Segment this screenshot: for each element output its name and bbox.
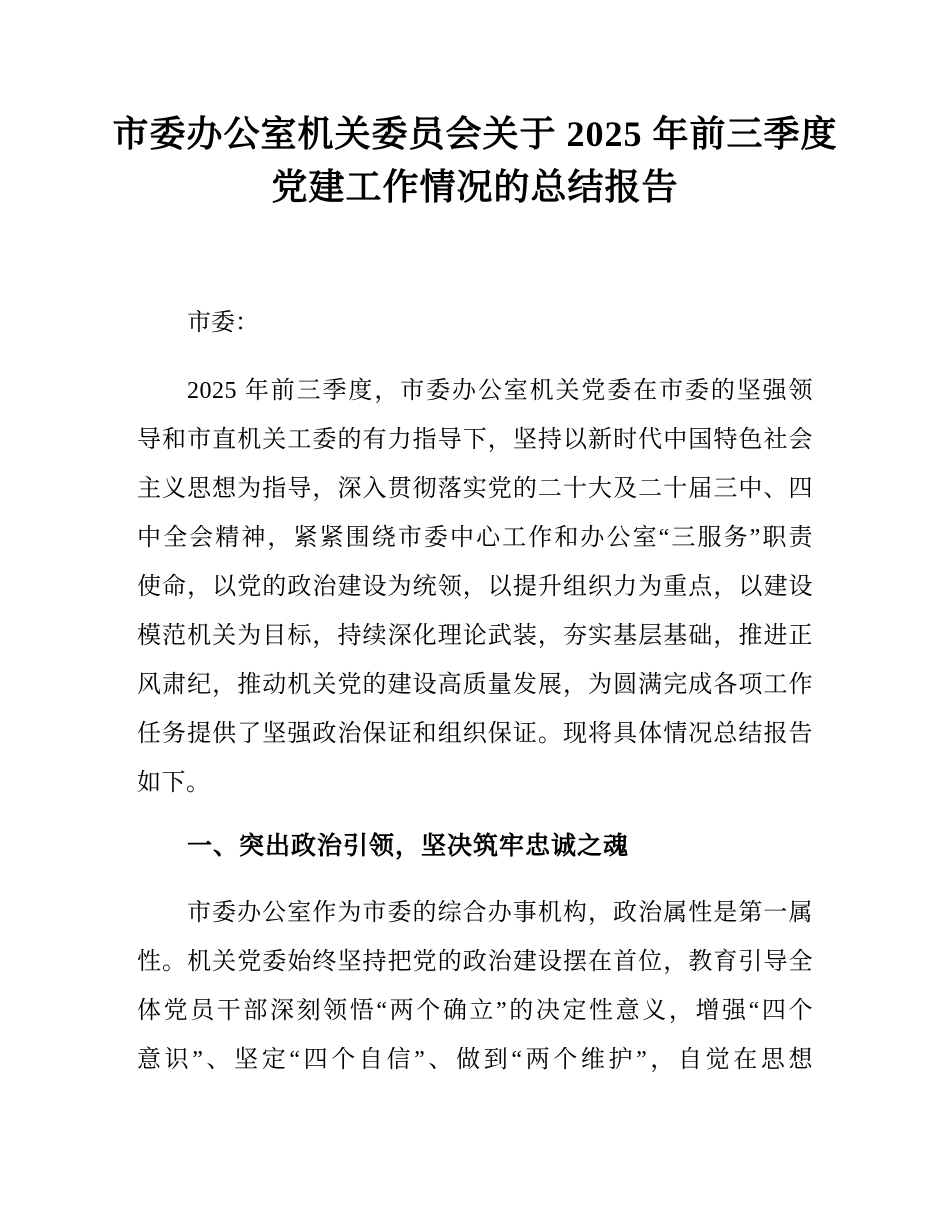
body-line: 使命，以党的政治建设为统领，以提升组织力为重点，以建设 (137, 574, 813, 600)
body-line: 导和市直机关工委的有力指导下，坚持以新时代中国特色社会 (137, 427, 813, 453)
paragraph-1 (137, 367, 813, 808)
document-title (0, 108, 950, 214)
body-line: 如下。 (137, 770, 211, 796)
body-line: 主义思想为指导，深入贯彻落实党的二十大及二十届三中、四 (137, 476, 813, 502)
body-line: 风肃纪，推动机关党的建设高质量发展，为圆满完成各项工作 (137, 672, 813, 698)
body-line: 模范机关为目标，持续深化理论武装，夯实基层基础，推进正 (137, 623, 813, 649)
paragraph-2 (137, 889, 813, 1085)
body-line: 任务提供了坚强政治保证和组织保证。现将具体情况总结报告 (137, 721, 813, 747)
body-line: 市委办公室作为市委的综合办事机构，政治属性是第一属 (187, 900, 813, 926)
title-line-1: 市委办公室机关委员会关于 2025 年前三季度 (112, 114, 838, 154)
body-line: 2025 年前三季度，市委办公室机关党委在市委的坚强领 (187, 378, 813, 404)
body-line: 体党员干部深刻领悟“两个确立”的决定性意义，增强“四个 (137, 998, 813, 1024)
body-line: 中全会精神，紧紧围绕市委中心工作和办公室“三服务”职责 (137, 525, 813, 551)
body-line: 性。机关党委始终坚持把党的政治建设摆在首位，教育引导全 (137, 949, 813, 975)
body-line: 意识”、坚定“四个自信”、做到“两个维护”，自觉在思想 (137, 1047, 813, 1073)
document-body (0, 299, 950, 1085)
salutation: 市委： (187, 310, 259, 336)
title-line-2: 党建工作情况的总结报告 (271, 167, 679, 207)
section-heading-1: 一、突出政治引领，坚决筑牢忠诚之魂 (187, 832, 630, 860)
